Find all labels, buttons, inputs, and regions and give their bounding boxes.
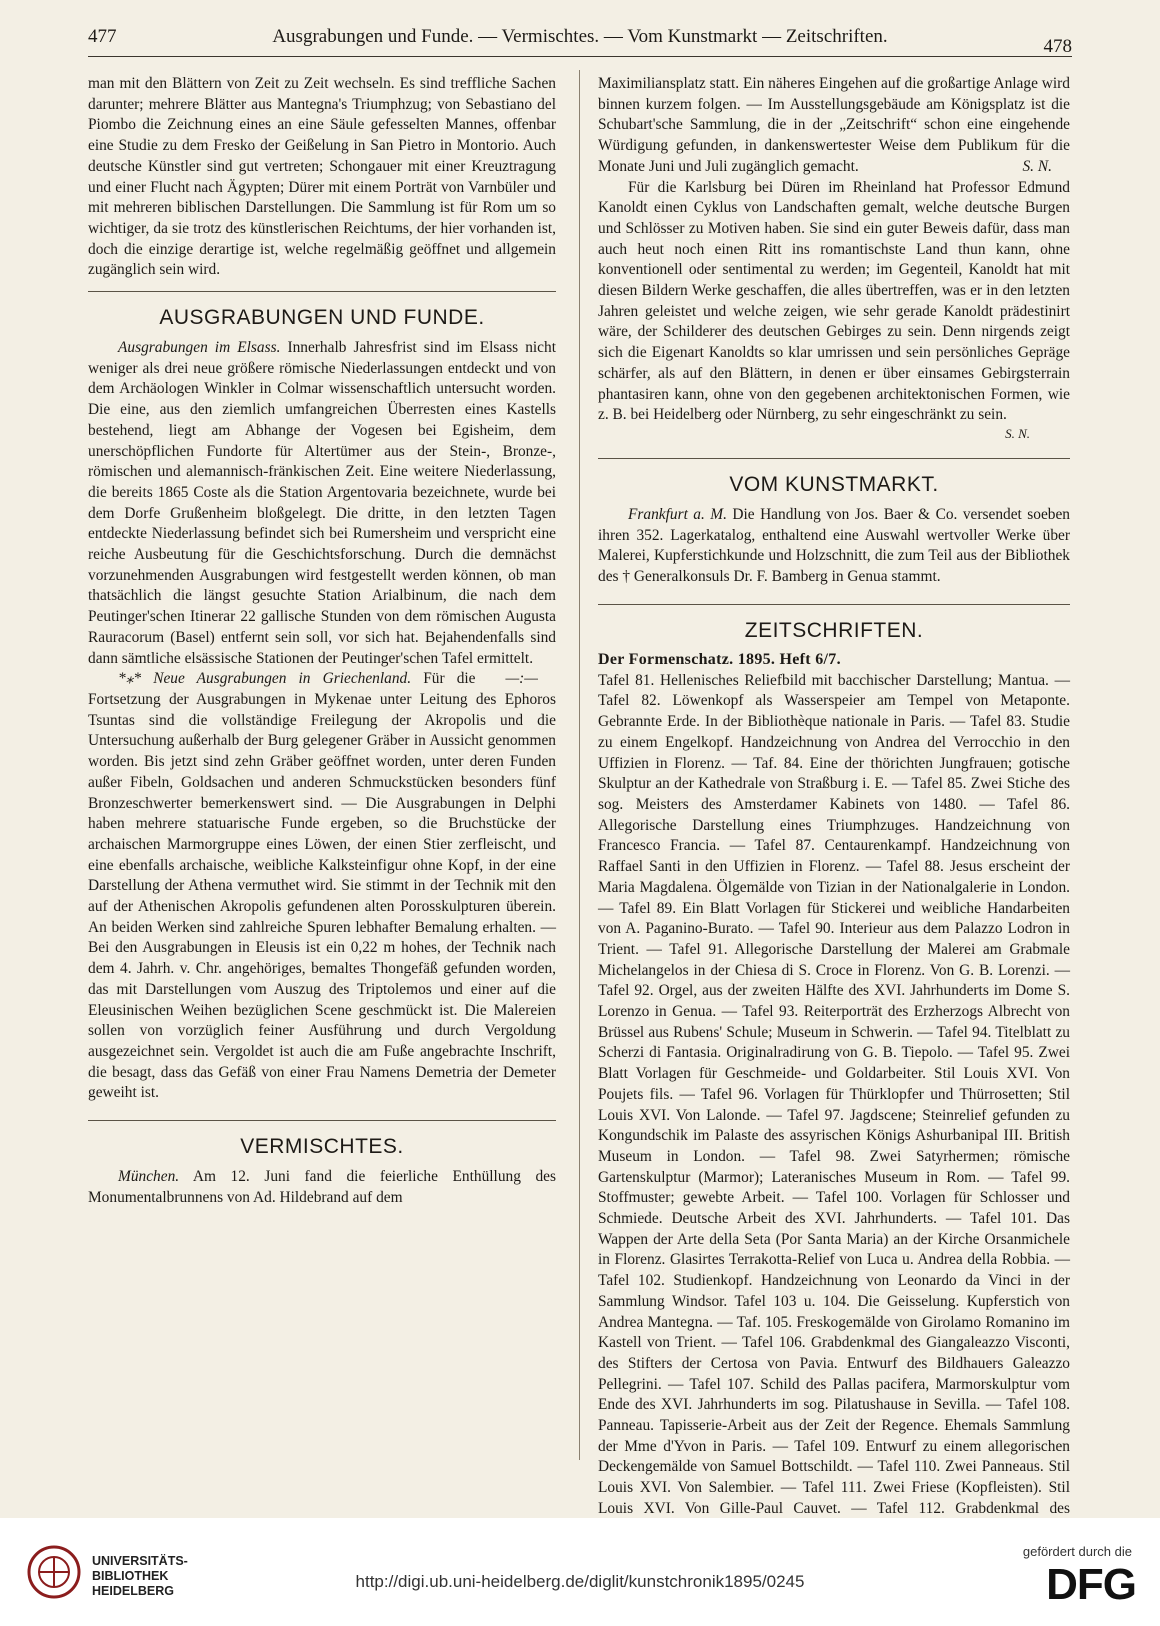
article-sign: —:— [505,670,538,688]
article-lead: Frankfurt a. M. [628,505,727,523]
library-footer [0,1518,1160,1626]
article-body: Innerhalb Jahresfrist sind im Elsass nicht weniger als drei neue größere römische Niederlassungen entdeckt und von dem Archäologen Winkler in Colmar wissenschaftlich untersucht worden. Die eine, aus den ziemlich umfangreichen Überresten eines Kastells bestehend, liegt am Abhange der Vogesen bei Egisheim, dem unerschöpflichen Fundorte für Altertümer aus der Stein-, Bronze-, römischen und alemannisch-fränkischen Zeit. Eine weitere Niederlassung, die bereits 1865 Coste als die Station Argentovaria bezeichnete, wurde bei dem Dorfe Grußenheim bloßgelegt. Die dritte, in den letzten Tagen entdeckte Niederlassung befindet sich bei Rumersheim und verspricht eine reiche Ausbeutung für die Geschichtsforschung. Durch die demnächst vorzunehmenden Ausgrabungen wird festgestellt werden können, ob man thatsächlich die längst gesuchte Station Arialbinum, die nach dem Peutinger'schen Itinerar 22 gallische Stunden von dem römischen Augusta Rauracorum (Basel) entfernt sein soll, vor sich hat. Bejahendenfalls sind dann sämtliche elsässische Stationen der Peutinger'schen Tafel ermittelt. [88,339,556,667]
article-griechenland [88,669,556,1104]
section-title-ausgrabungen: AUSGRABUNGEN UND FUNDE. [88,291,556,330]
article-sign: S. N. [1005,425,1030,441]
permalink-url[interactable]: http://digi.ub.uni-heidelberg.de/diglit/kunstchronik1895/0245 [355,1572,805,1591]
journal-contents: Tafel 81. Hellenisches Reliefbild mit bacchischer Darstellung; Mantua. — Tafel 82. Löwenkopf als Wasserspeier am Tempel von Metaponte. Gebrannte Erde. In der Bibliothèque nationale in Paris. — Tafel 83. Studie zu einem Engelkopf. Handzeichnung von Andrea del Verrocchio in den Uffizien in Florenz. — Taf. 84. Eine der thörichten Jungfrauen; gotische Skulptur an der Kathedrale von Straßburg i. E. — Tafel 85. Zwei Stiche des sog. Meisters des Amsterdamer Kabinets von 1480. — Tafel 86. Allegorische Darstellung eines Triumphzuges. Handzeichnung von Francesco Francia. — Tafel 87. Centaurenkampf. Handzeichnung von Raffael Santi in den Uffizien in Florenz. — Tafel 88. Jesus erscheint der Maria Magdalena. Ölgemälde von Tizian in der Nationalgalerie in London. — Tafel 89. Ein Blatt Vorlagen für Stickerei und weibliche Handarbeiten von A. Paganino-Burato. — Tafel 90. Interieur aus dem Palazzo Lodron in Trient. — Tafel 91. Allegorische Darstellung der Malerei am Grabmale Michelangelos in der Chiesa di S. Croce in Florenz. Von G. B. Lorenzi. — Tafel 92. Orgel, aus der zweiten Hälfte des XVI. Jahrhunderts im Dome S. Lorenzo in Genua. — Tafel 93. Reiterporträt des Erzherzogs Albrecht von Brüssel aus Rubens' Schule; Museum in Schwerin. — Tafel 94. Titelblatt zu Scherzi di Fantasia. Originalradirung von G. B. Tiepolo. — Tafel 95. Zwei Blatt Vorlagen für Geschmeide- und Goldarbeiter. Stil Louis XVI. Von Poujets fils. — Tafel 96. Vorlagen für Thürklopfer und Thürrosetten; Stil Louis XVI. Von Lalonde. — Tafel 97. Jagdscene; Steinrelief gefunden zu Kongundschik im Palaste des assyrischen Königs Ashurbanipal III. British Museum in London. — Tafel 98. Zwei Satyrhermen; römische Gartenskulptur (Marmor); Lateranisches Museum in Rom. — Tafel 99. Stoffmuster; gewebte Arbeit. — Tafel 100. Vorlagen für Schlosser und Schmiede. Deutsche Arbeit des XVI. Jahrhunderts. — Tafel 101. Das Wappen der Arte della Seta (Por Santa Maria) an der Kirche Orsanmichele in Florenz. Glasirtes Terrakotta-Relief von Luca u. Andrea della Robbia. — Tafel 102. Studienkopf. Handzeichnung von Leonardo da Vinci in der Sammlung Windsor. Tafel 103 u. 104. Die Geisselung. Kupferstich von Andrea Mantegna. — Taf. 105. Freskogemälde von Girolamo Romanino im Kastell von Trient. — Tafel 106. Grabdenkmal des Giangaleazzo Visconti, des Stifters der Certosa von Pavia. Entwurf des Bildhauers Galeazzo Pellegrini. — Tafel 107. Schild des Pallas pacifera, Marmorskulptur vom Ende des XVI. Jahrhunderts im sog. Pilatushause in Sevilla. — Tafel 108. Panneau. Tapisserie-Arbeit aus der Zeit der Regence. Ehemals Sammlung der Mme d'Yvon in Paris. — Tafel 109. Entwurf zu einem allegorischen Deckengemälde von Samuel Bottschildt. — Tafel 110. Zwei Panneaus. Stil Louis XVI. Von Salembier. — Tafel 111. Zwei Friese (Kopfleisten). Stil Louis XVI. Von Gille-Paul Cauvet. — Tafel 112. Grabdenkmal des [598,671,1070,1517]
funding-note: gefördert durch die [1022,1544,1132,1559]
article-lead: Ausgrabungen im Elsass. [118,339,281,357]
page-number-right: 478 [1043,36,1072,57]
page-number-left: 477 [88,26,117,47]
article-sign: S. N. [1022,157,1052,175]
intro-paragraph: man mit den Blättern von Zeit zu Zeit wechseln. Es sind treffliche Sachen darunter; mehrere Blätter aus Mantegna's Triumphzug; von Sebastiano del Piombo die Zeichnung eines an eine Säule gefesselten Mannes, offenbar eine Studie zu dem Fresko der Geißelung in San Pietro in Montorio. Auch deutsche Künstler sind gut vertreten; Schongauer mit einer Kreuztragung und einer Flucht nach Ägypten; Dürer mit einem Porträt von Varnbüler und mit mehreren biblischen Darstellungen. Die Sammlung ist für Rom um so wichtiger, da sie trotz des künstlerischen Reichtums, der hier vorhanden ist, doch die einzige derartige ist, welche regelmäßig geöffnet und allgemein zugänglich sein wird. [88,75,556,279]
article-body: Die Handlung von Jos. Baer & Co. versendet soeben ihren 352. Lagerkatalog, enthaltend eine Auswahl wertvoller Werke über Malerei, Kupferstichkunde und Holzschnitt, die zum Teil aus der Bibliothek des † Generalkonsuls Dr. F. Bamberg in Genua stammt. [598,505,1070,586]
section-title-zeitschriften: ZEITSCHRIFTEN. [598,604,1070,643]
right-column [598,74,1070,1561]
journal-title: Der Formenschatz. 1895. Heft 6/7. [598,650,841,668]
article-continuation [598,74,1070,178]
article-muenchen [88,1167,556,1208]
article-body: Am 12. Juni fand die feierliche Enthüllung des Monumentalbrunnens von Ad. Hildebrand auf dem [88,1168,556,1206]
running-title: Ausgrabungen und Funde. — Vermischtes. — Vom Kunstmarkt — Zeitschriften. [272,26,888,47]
article-body: Für die Fortsetzung der Ausgrabungen in Mykenae unter Leitung des Ephoros Tsuntas sind die vollständige Freilegung der Akropolis und die Untersuchung außerhalb der Burg gelegener Gräber in Aussicht genommen worden. Bis jetzt sind zehn Gräber geöffnet worden, unter deren Funden außer Fibeln, Goldsachen und anderen Schmuckstücken besonders fünf Bronzeschwerter bemerkenswert sind. — Die Ausgrabungen in Delphi haben mehrere statuarische Funde ergeben, so die Bruchstücke der archaischen Marmorgruppe eines Löwen, der einen Stier zerfleischt, und eine ebenfalls archaische, weibliche Kalksteinfigur ohne Kopf, in der eine Darstellung der Athena vermuthet wird. Sie stimmt in der Technik mit den auf der Athenischen Akropolis gefundenen alten Porosskulpturen überein. An beiden Werken sind zahlreiche Spuren lebhafter Bemalung erhalten. — Bei den Ausgrabungen in Eleusis ist ein 0,22 m hohes, der Technik nach dem 4. Jahrh. v. Chr. angehöriges, bemaltes Thongefäß gefunden worden, das mit Darstellungen vom Auszug des Triptolemos und einer auf die Eleusinischen Weihen bezüglichen Scene geschmückt ist. Die Malereien sollen von vorzüglich feiner Ausführung und durch Vergoldung ausgezeichnet sein. Vergoldet ist auch die am Fuße angebrachte Inschrift, die besagt, dass das Gefäß von einer Frau Namens Demetria der Demeter geweiht ist. [88,670,556,1102]
article-frankfurt [598,505,1070,588]
library-name-line: BIBLIOTHEK [92,1569,169,1583]
dfg-logo: DFG [1046,1560,1136,1609]
library-name-line: HEIDELBERG [92,1584,174,1598]
university-seal-icon [26,1544,82,1600]
library-name [92,1554,188,1599]
left-column [88,74,556,1208]
article-karlsburg: Für die Karlsburg bei Düren im Rheinland hat Professor Edmund Kanoldt einen Cyklus von Landschaften gemalt, welche deutsche Burgen und Schlösser zu Motiven haben. Sie sind ein guter Beweis dafür, dass man auch heut noch einen Ritt ins romantischste Land thun kann, ohne konventionell oder sentimental zu werden; im Gegenteil, Kanoldt hat mit diesen Bildern Werke geschaffen, die alles übertreffen, was er in den letzten Jahren geleistet und welche zeigen, wie sehr gerade Kanoldt prädestinirt wäre, der Schilderer des deutschen Gebirges zu sein. Denn nirgends zeigt sich die Eigenart Kanoldts so klar umrissen und sein persönliches Gepräge schärfer, als auf den Blättern, in denen er über einsames Gebirgsterrain phantasiren kann, ohne von den gegebenen architektonischen Formen, wie z. B. bei Heidelberg oder Nürnberg, zu sehr eingeschränkt zu sein. [598,178,1070,424]
section-title-kunstmarkt: VOM KUNSTMARKT. [598,458,1070,497]
article-body: Maximiliansplatz statt. Ein näheres Eingehen auf die großartige Anlage wird binnen kurzem folgen. — Im Ausstellungsgebäude am Königsplatz ist die Schubart'sche Sammlung, die in der „Zeitschrift“ schon eine eingehende Würdigung gefunden, in dankenswertester Weise dem Publikum für die Monate Juni und Juli zugänglich gemacht. [598,75,1070,175]
article-lead: München. [118,1168,180,1186]
column-divider [579,70,580,1460]
article-lead: *⁎* Neue Ausgrabungen in Griechenland. [118,670,412,688]
section-title-vermischtes: VERMISCHTES. [88,1120,556,1159]
library-name-line: UNIVERSITÄTS- [92,1554,188,1568]
running-header [88,22,1072,57]
